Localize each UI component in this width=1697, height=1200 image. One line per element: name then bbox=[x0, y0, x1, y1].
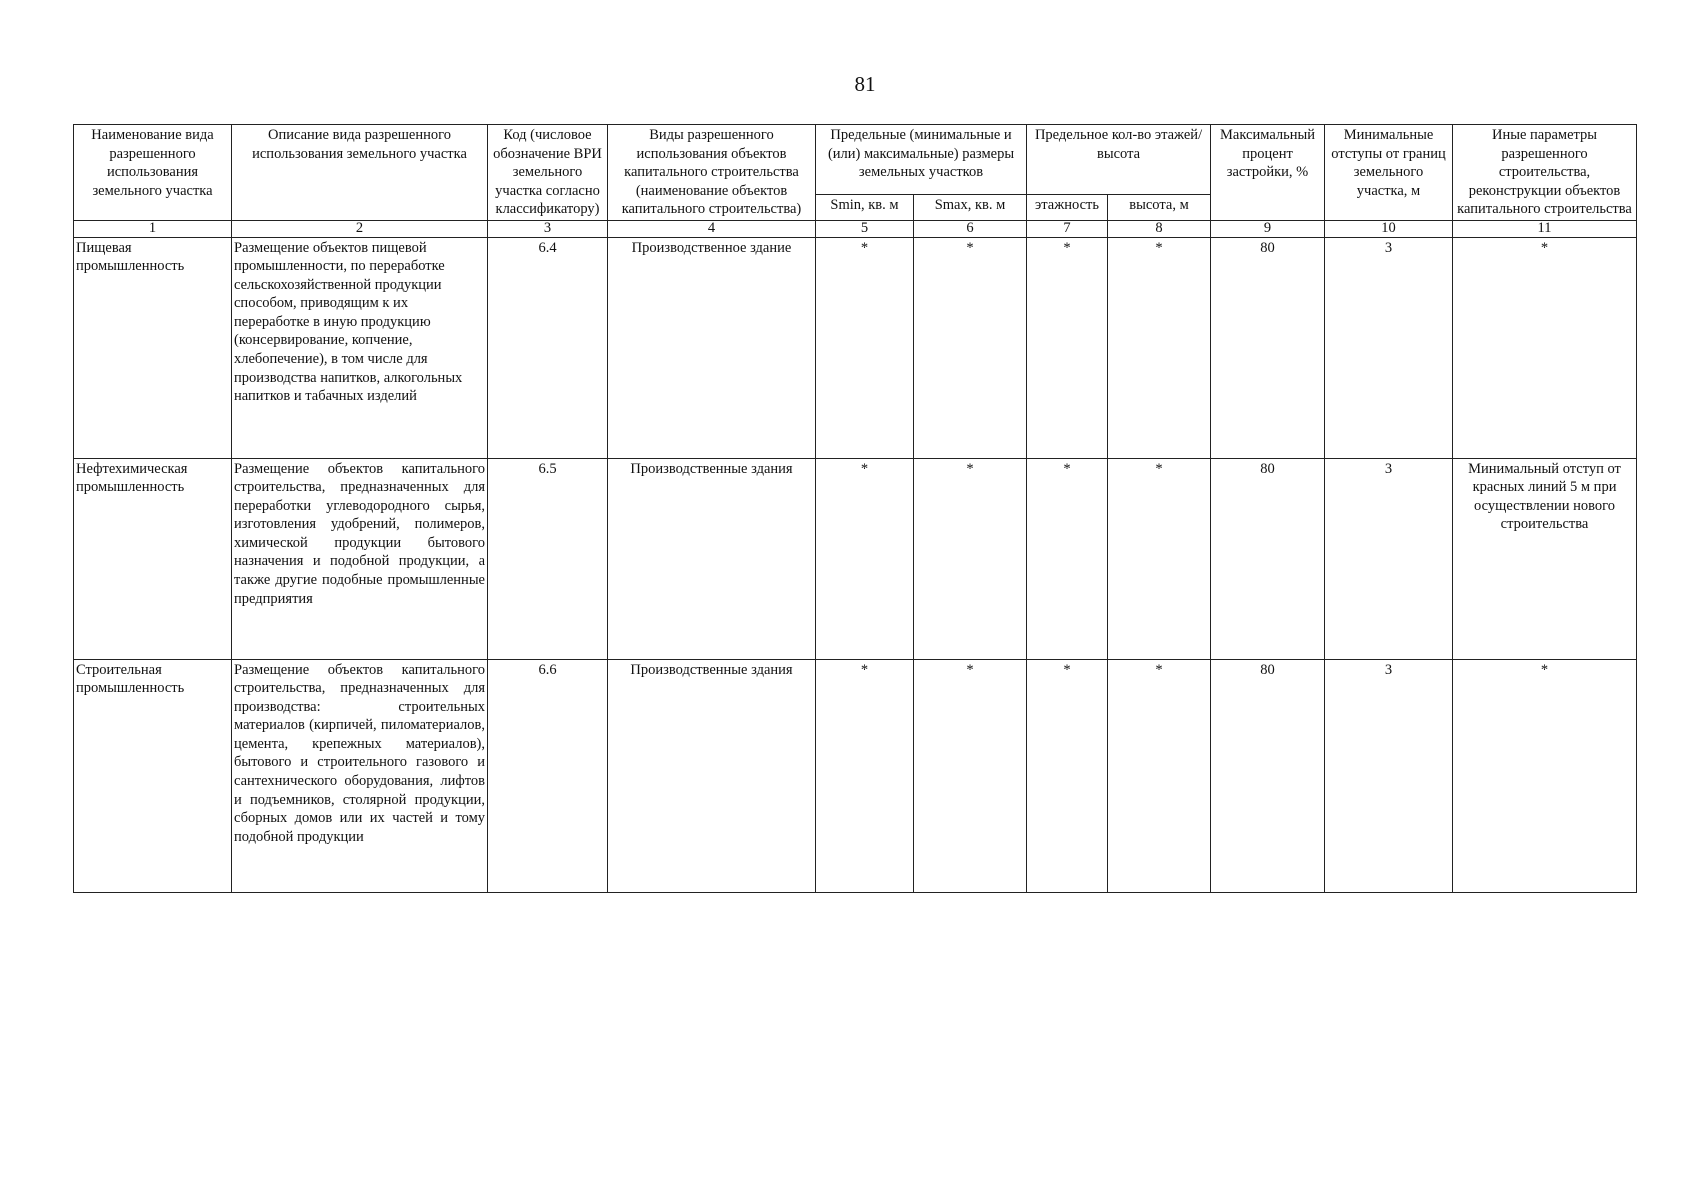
height-cell: * bbox=[1108, 659, 1211, 892]
max-percent-cell: 80 bbox=[1211, 237, 1325, 458]
column-number: 4 bbox=[608, 220, 816, 237]
min-setback-cell: 3 bbox=[1325, 458, 1453, 659]
use-code-cell: 6.5 bbox=[488, 458, 608, 659]
header-height: высота, м bbox=[1108, 195, 1211, 221]
use-description-cell: Размещение объектов капитального строительства, предназначенных для производства: строительных материалов (кирпичей, пиломатериалов, цемента, крепежных материалов), бытового и строительного газового и сантехнического оборудования, лифтов и подъемников, столярной продукции, сборных домов или их частей и тому подобной продукции bbox=[232, 659, 488, 892]
height-cell: * bbox=[1108, 237, 1211, 458]
column-number-row bbox=[74, 220, 1637, 237]
smax-cell: * bbox=[914, 237, 1027, 458]
header-smin: Smin, кв. м bbox=[816, 195, 914, 221]
smin-cell: * bbox=[816, 237, 914, 458]
header-use-code: Код (числовое обозначение ВРИ земельного участка согласно классификатору) bbox=[488, 125, 608, 221]
table-row bbox=[74, 458, 1637, 659]
other-parameters-cell: * bbox=[1453, 237, 1637, 458]
smax-cell: * bbox=[914, 659, 1027, 892]
floors-cell: * bbox=[1027, 237, 1108, 458]
building-uses-cell: Производственные здания bbox=[608, 458, 816, 659]
column-number: 11 bbox=[1453, 220, 1637, 237]
column-number: 2 bbox=[232, 220, 488, 237]
use-description-cell: Размещение объектов капитального строительства, предназначенных для переработки углеводородного сырья, изготовления удобрений, полимеров, химической продукции бытового назначения и подобной продукции, а также другие подобные промышленные предприятия bbox=[232, 458, 488, 659]
header-other-parameters: Иные параметры разрешенного строительства, реконструкции объектов капитального строительства bbox=[1453, 125, 1637, 221]
floors-cell: * bbox=[1027, 458, 1108, 659]
min-setback-cell: 3 bbox=[1325, 659, 1453, 892]
column-number: 9 bbox=[1211, 220, 1325, 237]
header-use-description: Описание вида разрешенного использования земельного участка bbox=[232, 125, 488, 221]
min-setback-cell: 3 bbox=[1325, 237, 1453, 458]
use-code-cell: 6.6 bbox=[488, 659, 608, 892]
height-cell: * bbox=[1108, 458, 1211, 659]
max-percent-cell: 80 bbox=[1211, 458, 1325, 659]
table-row bbox=[74, 659, 1637, 892]
building-uses-cell: Производственное здание bbox=[608, 237, 816, 458]
building-uses-cell: Производственные здания bbox=[608, 659, 816, 892]
floors-cell: * bbox=[1027, 659, 1108, 892]
header-building-uses: Виды разрешенного использования объектов капитального строительства (наименование объектов капитального строительства) bbox=[608, 125, 816, 221]
use-name-cell: Строительная промышленность bbox=[74, 659, 232, 892]
column-number: 1 bbox=[74, 220, 232, 237]
column-number: 3 bbox=[488, 220, 608, 237]
column-number: 7 bbox=[1027, 220, 1108, 237]
use-name-cell: Нефтехимическая промышленность bbox=[74, 458, 232, 659]
max-percent-cell: 80 bbox=[1211, 659, 1325, 892]
column-number: 8 bbox=[1108, 220, 1211, 237]
use-name-cell: Пищевая промышленность bbox=[74, 237, 232, 458]
header-floors: этажность bbox=[1027, 195, 1108, 221]
column-number: 5 bbox=[816, 220, 914, 237]
header-floors-height-limits: Предельное кол-во этажей/высота bbox=[1027, 125, 1211, 195]
header-max-building-percent: Максимальный процент застройки, % bbox=[1211, 125, 1325, 221]
table-row bbox=[74, 237, 1637, 458]
other-parameters-cell: * bbox=[1453, 659, 1637, 892]
smin-cell: * bbox=[816, 659, 914, 892]
column-number: 10 bbox=[1325, 220, 1453, 237]
other-parameters-cell: Минимальный отступ от красных линий 5 м при осуществлении нового строительства bbox=[1453, 458, 1637, 659]
use-code-cell: 6.4 bbox=[488, 237, 608, 458]
smin-cell: * bbox=[816, 458, 914, 659]
use-description-cell: Размещение объектов пищевой промышленности, по переработке сельскохозяйственной продукции способом, приводящим к их переработке в иную продукцию (консервирование, копчение, хлебопечение), в том числе для производства напитков, алкогольных напитков и табачных изделий bbox=[232, 237, 488, 458]
column-number: 6 bbox=[914, 220, 1027, 237]
header-min-setbacks: Минимальные отступы от границ земельного участка, м bbox=[1325, 125, 1453, 221]
header-plot-size-limits: Предельные (минимальные и (или) максимальные) размеры земельных участков bbox=[816, 125, 1027, 195]
page-number: 81 bbox=[854, 72, 876, 96]
smax-cell: * bbox=[914, 458, 1027, 659]
header-use-name: Наименование вида разрешенного использования земельного участка bbox=[74, 125, 232, 221]
header-smax: Smax, кв. м bbox=[914, 195, 1027, 221]
zoning-regulations-table bbox=[73, 124, 1637, 893]
